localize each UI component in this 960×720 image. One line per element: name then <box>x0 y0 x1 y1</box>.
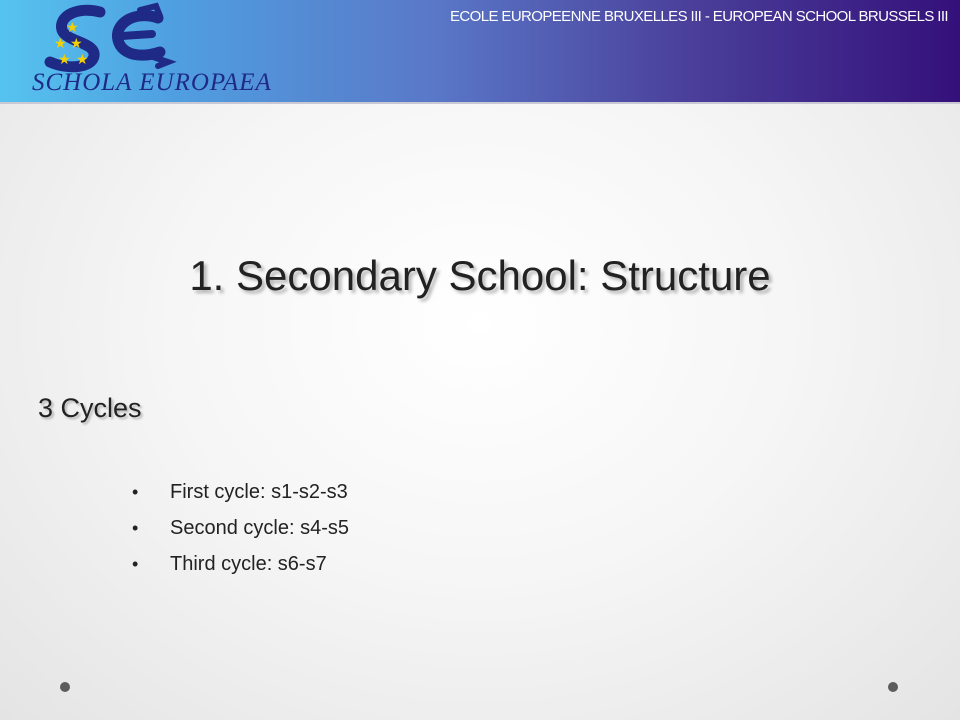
list-item-text: First cycle: s1-s2-s3 <box>170 480 348 503</box>
header-banner <box>0 0 960 104</box>
logo-wordmark: SCHOLA EUROPAEA <box>32 69 272 96</box>
cycle-list <box>132 474 349 582</box>
svg-text:★: ★ <box>66 20 79 36</box>
list-item-text: Second cycle: s4-s5 <box>170 516 349 539</box>
list-item <box>132 546 349 582</box>
bullet-icon: • <box>132 482 139 502</box>
list-item <box>132 474 349 510</box>
subheading-cycles: 3 Cycles <box>38 393 142 423</box>
bullet-icon: • <box>132 554 139 574</box>
slide-title: 1. Secondary School: Structure <box>189 252 771 299</box>
bullet-icon: • <box>132 518 139 538</box>
list-item <box>132 510 349 546</box>
svg-text:★: ★ <box>70 36 83 52</box>
decorative-dot-left <box>60 682 70 692</box>
svg-text:★: ★ <box>58 52 71 68</box>
svg-text:★: ★ <box>76 52 89 68</box>
schola-europaea-logo <box>18 2 280 100</box>
school-name-banner: ECOLE EUROPEENNE BRUXELLES III - EUROPEAN SCHOOL BRUSSELS III <box>450 8 948 25</box>
svg-text:★: ★ <box>54 36 67 52</box>
decorative-dot-right <box>888 682 898 692</box>
list-item-text: Third cycle: s6-s7 <box>170 552 327 575</box>
